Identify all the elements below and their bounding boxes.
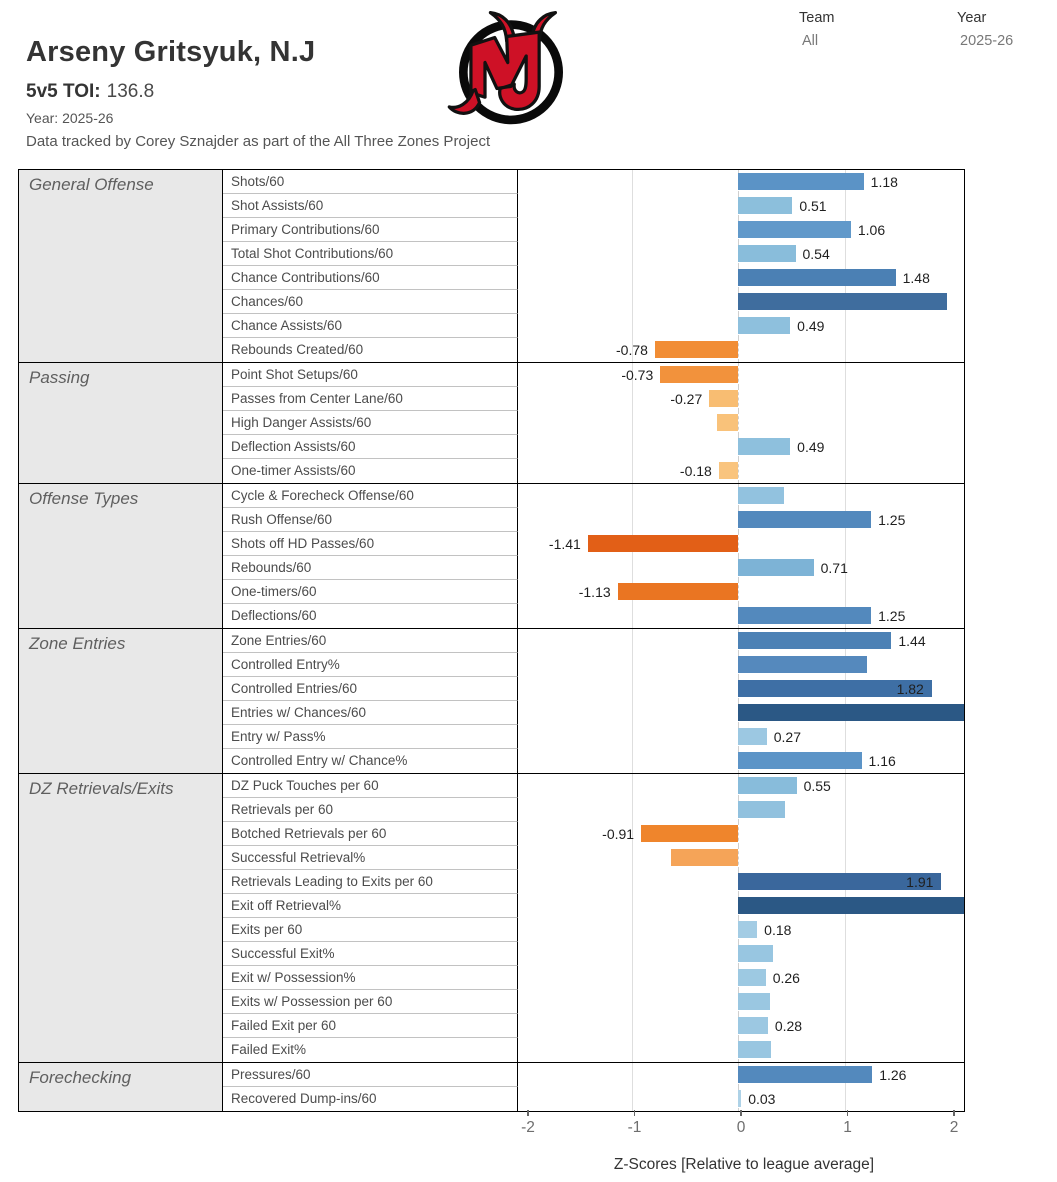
bar-plot [518, 942, 964, 966]
chart-row [223, 508, 964, 532]
bar-plot [518, 1063, 964, 1087]
chart-row [223, 218, 964, 242]
gridline-minus1 [632, 1014, 634, 1038]
bar-plot [518, 725, 964, 749]
section-label: DZ Retrievals/Exits [19, 774, 223, 1062]
bar[interactable] [738, 1017, 768, 1034]
metric-label: Exit w/ Possession% [223, 966, 518, 990]
value-label: -0.27 [670, 391, 703, 407]
bar-plot [518, 580, 964, 604]
gridline-minus1 [632, 242, 634, 266]
bar-plot [518, 677, 964, 701]
bar[interactable] [738, 945, 773, 962]
value-label: 1.48 [902, 270, 930, 286]
bar[interactable] [719, 462, 738, 479]
axis-tick [953, 1110, 954, 1116]
axis-tick [527, 1110, 528, 1116]
metric-label: Entries w/ Chances/60 [223, 701, 518, 725]
value-label: 0.55 [803, 778, 831, 794]
bar[interactable] [738, 293, 947, 310]
bar[interactable] [738, 897, 964, 914]
section [19, 773, 964, 1062]
axis-tick-label: 0 [736, 1119, 746, 1136]
metric-label: Shots/60 [223, 170, 518, 194]
section-label: General Offense [19, 170, 223, 362]
bar[interactable] [738, 1041, 771, 1058]
gridline-minus1 [632, 966, 634, 990]
toi-line [26, 81, 154, 103]
bar[interactable] [738, 704, 964, 721]
year-filter-label: Year [957, 10, 987, 26]
chart-row [223, 894, 964, 918]
chart-row [223, 749, 964, 773]
bar[interactable] [738, 1090, 741, 1107]
section-rows [223, 484, 964, 628]
gridline-minus1 [632, 604, 634, 628]
bar[interactable] [738, 221, 851, 238]
gridline-minus1 [632, 411, 634, 435]
axis-tick-label: -1 [627, 1119, 642, 1136]
bar[interactable] [738, 993, 770, 1010]
bar-plot [518, 701, 964, 725]
chart-row [223, 387, 964, 411]
gridline-plus1 [845, 435, 847, 459]
chart-row [223, 774, 964, 798]
chart-row [223, 870, 964, 894]
section-rows [223, 629, 964, 773]
chart-row [223, 1038, 964, 1062]
section [19, 1062, 964, 1111]
bar-plot [518, 387, 964, 411]
bar-plot [518, 170, 964, 194]
chart-row [223, 338, 964, 362]
metric-label: Exits w/ Possession per 60 [223, 990, 518, 1014]
value-label: 1.82 [896, 681, 924, 697]
bar-plot [518, 846, 964, 870]
gridline-minus1 [632, 387, 634, 411]
metric-label: Successful Retrieval% [223, 846, 518, 870]
chart-row [223, 604, 964, 628]
metric-label: Failed Exit% [223, 1038, 518, 1062]
section [19, 170, 964, 362]
section-rows [223, 1063, 964, 1111]
zero-line [738, 846, 739, 870]
value-label: 0.51 [799, 198, 827, 214]
bar[interactable] [738, 197, 792, 214]
metric-label: Chance Assists/60 [223, 314, 518, 338]
bar-plot [518, 749, 964, 773]
bar[interactable] [738, 632, 891, 649]
bar-plot [518, 314, 964, 338]
axis-tick [740, 1110, 741, 1116]
chart-row [223, 798, 964, 822]
bar[interactable] [738, 269, 896, 286]
gridline-minus1 [632, 314, 634, 338]
bar-plot [518, 459, 964, 483]
metric-label: Total Shot Contributions/60 [223, 242, 518, 266]
section-rows [223, 774, 964, 1062]
bar-plot [518, 990, 964, 1014]
bar-plot [518, 411, 964, 435]
bar[interactable] [738, 656, 867, 673]
bar[interactable] [738, 487, 784, 504]
metric-label: Entry w/ Pass% [223, 725, 518, 749]
bar[interactable] [738, 1066, 872, 1083]
gridline-minus1 [632, 894, 634, 918]
x-axis [521, 1110, 967, 1146]
bar[interactable] [738, 559, 814, 576]
gridline-plus1 [845, 1014, 847, 1038]
chart-row [223, 822, 964, 846]
zero-line [738, 580, 739, 604]
bar-plot [518, 266, 964, 290]
section-label: Forechecking [19, 1063, 223, 1111]
zero-line [738, 411, 739, 435]
credit-line: Data tracked by Corey Sznajder as part of the All Three Zones Project [26, 133, 491, 150]
axis-tick-label: 2 [949, 1119, 959, 1136]
gridline-minus1 [632, 677, 634, 701]
zero-line [738, 338, 739, 362]
chart-row [223, 532, 964, 556]
bar-plot [518, 194, 964, 218]
z-score-chart [18, 169, 965, 1112]
gridline-plus1 [845, 942, 847, 966]
gridline-plus1 [845, 1087, 847, 1111]
value-label: 0.49 [797, 318, 825, 334]
year-line: Year: 2025-26 [26, 110, 114, 126]
bar-plot [518, 604, 964, 628]
value-label: 1.44 [898, 633, 926, 649]
bar[interactable] [738, 801, 785, 818]
value-label: 0.03 [748, 1091, 776, 1107]
gridline-plus1 [845, 822, 847, 846]
gridline-minus1 [632, 508, 634, 532]
bar[interactable] [738, 317, 790, 334]
section [19, 628, 964, 773]
gridline-minus1 [632, 942, 634, 966]
gridline-plus1 [845, 459, 847, 483]
bar[interactable] [641, 825, 738, 842]
gridline-plus1 [845, 532, 847, 556]
chart-row [223, 846, 964, 870]
bar-plot [518, 484, 964, 508]
metric-label: DZ Puck Touches per 60 [223, 774, 518, 798]
metric-label: Shot Assists/60 [223, 194, 518, 218]
gridline-plus1 [845, 846, 847, 870]
bar-plot [518, 242, 964, 266]
gridline-minus1 [632, 484, 634, 508]
page-title: Arseny Gritsyuk, N.J [26, 36, 316, 68]
year-filter[interactable] [957, 10, 1013, 49]
value-label: 0.49 [797, 439, 825, 455]
metric-label: Failed Exit per 60 [223, 1014, 518, 1038]
metric-label: Shots off HD Passes/60 [223, 532, 518, 556]
gridline-minus1 [632, 629, 634, 653]
chart-row [223, 556, 964, 580]
bar-plot [518, 653, 964, 677]
gridline-plus1 [845, 798, 847, 822]
metric-label: Rebounds/60 [223, 556, 518, 580]
gridline-minus1 [632, 194, 634, 218]
gridline-plus1 [845, 484, 847, 508]
value-label: 1.16 [868, 753, 896, 769]
gridline-plus1 [845, 338, 847, 362]
chart-row [223, 1087, 964, 1111]
chart-row [223, 966, 964, 990]
metric-label: Passes from Center Lane/60 [223, 387, 518, 411]
chart-row [223, 363, 964, 387]
value-label: -0.91 [602, 826, 635, 842]
gridline-minus1 [632, 870, 634, 894]
gridline-plus1 [845, 363, 847, 387]
chart-row [223, 942, 964, 966]
bar-plot [518, 918, 964, 942]
metric-label: Rebounds Created/60 [223, 338, 518, 362]
value-label: -0.78 [616, 342, 648, 358]
bar[interactable] [671, 849, 738, 866]
chart-row [223, 1063, 964, 1087]
metric-label: High Danger Assists/60 [223, 411, 518, 435]
gridline-minus1 [632, 701, 634, 725]
value-label: 1.91 [906, 874, 934, 890]
bar-plot [518, 798, 964, 822]
metric-label: Primary Contributions/60 [223, 218, 518, 242]
gridline-minus1 [632, 918, 634, 942]
gridline-minus1 [632, 774, 634, 798]
bar[interactable] [655, 341, 738, 358]
bar-plot [518, 363, 964, 387]
bar[interactable] [709, 390, 738, 407]
bar-plot [518, 218, 964, 242]
bar-plot [518, 822, 964, 846]
zero-line [738, 363, 739, 387]
metric-label: Chance Contributions/60 [223, 266, 518, 290]
section [19, 362, 964, 483]
bar[interactable] [738, 777, 797, 794]
value-label: 0.71 [820, 560, 848, 576]
metric-label: Chances/60 [223, 290, 518, 314]
bar-plot [518, 508, 964, 532]
bar-plot [518, 629, 964, 653]
axis-tick-label: -2 [521, 1119, 535, 1136]
team-filter-value[interactable]: All [802, 33, 819, 49]
toi-value: 136.8 [106, 81, 155, 102]
year-filter-value[interactable]: 2025-26 [960, 33, 1014, 49]
gridline-minus1 [632, 435, 634, 459]
bar-plot [518, 1087, 964, 1111]
metric-label: Deflection Assists/60 [223, 435, 518, 459]
bar-plot [518, 338, 964, 362]
gridline-plus1 [845, 1038, 847, 1062]
chart-row [223, 677, 964, 701]
bar-plot [518, 435, 964, 459]
value-label: -0.73 [621, 367, 654, 383]
bar[interactable] [618, 583, 738, 600]
axis-tick-label: 1 [843, 1119, 852, 1136]
metric-label: One-timer Assists/60 [223, 459, 518, 483]
metric-label: Zone Entries/60 [223, 629, 518, 653]
x-axis-title: Z-Scores [Relative to league average] [613, 1156, 875, 1173]
gridline-minus1 [632, 725, 634, 749]
value-label: 1.18 [870, 174, 898, 190]
value-label: 0.28 [774, 1018, 803, 1034]
metric-label: One-timers/60 [223, 580, 518, 604]
chart-row [223, 459, 964, 483]
bar[interactable] [588, 535, 738, 552]
team-filter-label: Team [799, 10, 835, 26]
bar-plot [518, 1014, 964, 1038]
gridline-plus1 [845, 411, 847, 435]
gridline-plus1 [845, 242, 847, 266]
nj-devils-logo-icon [446, 4, 576, 134]
bar-plot [518, 774, 964, 798]
value-label: -0.18 [679, 463, 712, 479]
metric-label: Point Shot Setups/60 [223, 363, 518, 387]
bar[interactable] [738, 752, 862, 769]
zero-line [738, 387, 739, 411]
metric-label: Successful Exit% [223, 942, 518, 966]
bar[interactable] [717, 414, 738, 431]
gridline-plus1 [845, 725, 847, 749]
chart-row [223, 435, 964, 459]
gridline-plus1 [845, 918, 847, 942]
chart-row [223, 484, 964, 508]
bar-plot [518, 870, 964, 894]
gridline-plus1 [845, 990, 847, 1014]
chart-row [223, 411, 964, 435]
bar-plot [518, 532, 964, 556]
chart-row [223, 725, 964, 749]
bar-plot [518, 894, 964, 918]
metric-label: Botched Retrievals per 60 [223, 822, 518, 846]
bar[interactable] [738, 728, 767, 745]
value-label: 1.26 [879, 1067, 907, 1083]
gridline-minus1 [632, 653, 634, 677]
metric-label: Retrievals Leading to Exits per 60 [223, 870, 518, 894]
value-label: -1.41 [548, 536, 581, 552]
chart-row [223, 194, 964, 218]
zero-line [738, 822, 739, 846]
chart-row [223, 290, 964, 314]
section-rows [223, 170, 964, 362]
gridline-plus1 [845, 314, 847, 338]
section-label: Offense Types [19, 484, 223, 628]
bar[interactable] [660, 366, 738, 383]
section-label: Zone Entries [19, 629, 223, 773]
gridline-minus1 [632, 798, 634, 822]
axis-tick [847, 1110, 848, 1116]
gridline-plus1 [845, 580, 847, 604]
gridline-minus1 [632, 170, 634, 194]
chart-row [223, 1014, 964, 1038]
bar[interactable] [738, 511, 871, 528]
team-filter[interactable] [799, 10, 834, 49]
value-label: 0.27 [773, 729, 801, 745]
value-label: 0.18 [764, 922, 792, 938]
gridline-minus1 [632, 266, 634, 290]
chart-row [223, 314, 964, 338]
gridline-minus1 [632, 846, 634, 870]
metric-label: Controlled Entries/60 [223, 677, 518, 701]
bar[interactable] [738, 921, 757, 938]
gridline-plus1 [845, 194, 847, 218]
gridline-plus1 [845, 774, 847, 798]
toi-label: 5v5 TOI: [26, 81, 101, 102]
gridline-minus1 [632, 749, 634, 773]
chart-row [223, 170, 964, 194]
bar-plot [518, 1038, 964, 1062]
gridline-plus1 [845, 387, 847, 411]
value-label: 1.06 [857, 222, 886, 238]
value-label: 0.54 [802, 246, 830, 262]
bar[interactable] [738, 245, 796, 262]
bar-plot [518, 290, 964, 314]
section-label: Passing [19, 363, 223, 483]
bar[interactable] [738, 969, 766, 986]
zero-line [738, 532, 739, 556]
bar[interactable] [738, 173, 864, 190]
metric-label: Controlled Entry% [223, 653, 518, 677]
metric-label: Controlled Entry w/ Chance% [223, 749, 518, 773]
metric-label: Exit off Retrieval% [223, 894, 518, 918]
bar[interactable] [738, 607, 871, 624]
value-label: -1.13 [578, 584, 611, 600]
chart-row [223, 653, 964, 677]
section [19, 483, 964, 628]
chart-row [223, 242, 964, 266]
bar-plot [518, 556, 964, 580]
metric-label: Recovered Dump-ins/60 [223, 1087, 518, 1111]
bar[interactable] [738, 438, 790, 455]
gridline-minus1 [632, 1038, 634, 1062]
metric-label: Pressures/60 [223, 1063, 518, 1087]
zero-line [738, 459, 739, 483]
chart-row [223, 990, 964, 1014]
chart-row [223, 629, 964, 653]
gridline-minus1 [632, 290, 634, 314]
section-rows [223, 363, 964, 483]
bar-plot [518, 966, 964, 990]
axis-tick [634, 1110, 635, 1116]
value-label: 0.26 [772, 970, 800, 986]
gridline-minus1 [632, 556, 634, 580]
chart-row [223, 918, 964, 942]
chart-row [223, 266, 964, 290]
metric-label: Cycle & Forecheck Offense/60 [223, 484, 518, 508]
gridline-minus1 [632, 459, 634, 483]
metric-label: Rush Offense/60 [223, 508, 518, 532]
metric-label: Exits per 60 [223, 918, 518, 942]
gridline-plus1 [845, 966, 847, 990]
chart-row [223, 701, 964, 725]
metric-label: Deflections/60 [223, 604, 518, 628]
chart-row [223, 580, 964, 604]
value-label: 1.25 [878, 512, 906, 528]
gridline-minus1 [632, 1063, 634, 1087]
gridline-minus1 [632, 218, 634, 242]
gridline-minus1 [632, 990, 634, 1014]
gridline-minus1 [632, 1087, 634, 1111]
metric-label: Retrievals per 60 [223, 798, 518, 822]
value-label: 1.25 [878, 608, 906, 624]
